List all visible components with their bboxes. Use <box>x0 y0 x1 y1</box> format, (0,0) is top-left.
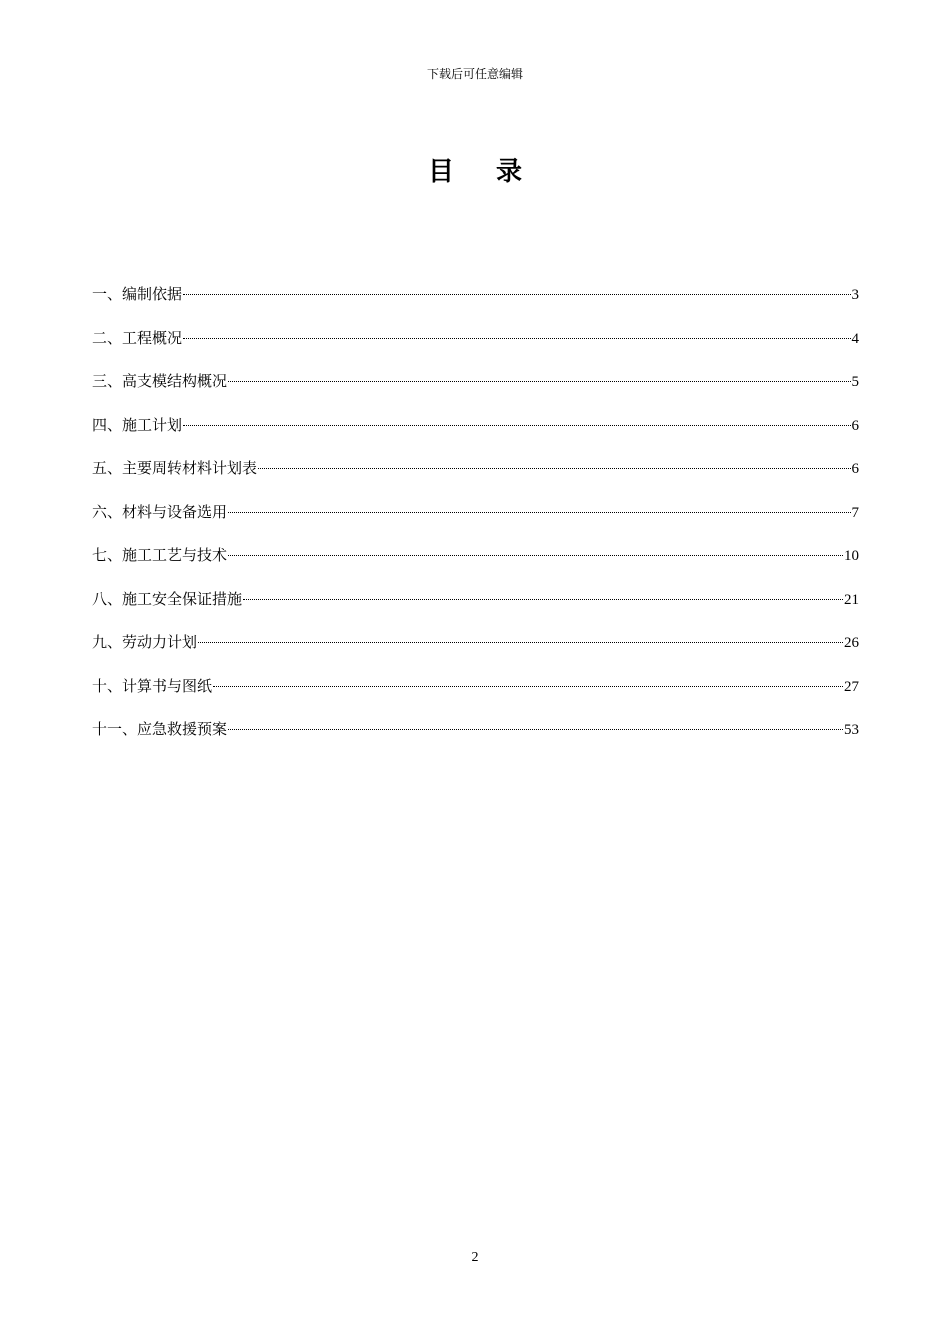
toc-entry-label: 七、施工工艺与技术 <box>92 546 228 564</box>
toc-entry-label: 十、计算书与图纸 <box>92 676 213 695</box>
toc-entry[interactable] <box>92 412 859 456</box>
toc-entry[interactable] <box>92 325 859 369</box>
toc-entry[interactable] <box>92 586 859 630</box>
toc-entry[interactable] <box>92 716 859 760</box>
toc-entry-page: 6 <box>851 461 859 477</box>
header-note: 下载后可任意编辑 <box>426 67 523 81</box>
toc-entry-label: 三、高支模结构概况 <box>92 372 228 390</box>
toc-entry-label: 六、材料与设备选用 <box>92 502 228 521</box>
toc-dot-leader <box>243 599 843 600</box>
toc-entry-page: 53 <box>844 722 859 738</box>
toc-entry-page: 27 <box>844 678 859 695</box>
toc-entry-page: 7 <box>851 504 859 521</box>
toc-dot-leader <box>183 338 850 339</box>
toc-entry[interactable] <box>92 455 859 499</box>
toc-dot-leader <box>183 294 850 295</box>
toc-entry-label: 四、施工计划 <box>92 415 183 434</box>
toc-entry-page: 4 <box>851 330 859 347</box>
toc-entry-label: 一、编制依据 <box>92 285 183 303</box>
toc-dot-leader <box>183 425 850 426</box>
page-number: 2 <box>471 1250 479 1265</box>
toc-dot-leader <box>213 686 843 687</box>
toc-entry-label: 五、主要周转材料计划表 <box>92 459 258 477</box>
toc-title: 目录 <box>427 157 564 187</box>
toc-dot-leader <box>228 555 843 556</box>
toc-dot-leader <box>228 381 850 382</box>
toc-entry-page: 21 <box>844 591 859 608</box>
toc-dot-leader <box>228 512 850 513</box>
toc-entry-page: 3 <box>851 287 859 303</box>
toc-entry[interactable] <box>92 673 859 717</box>
toc-dot-leader <box>198 642 843 643</box>
toc-entry[interactable] <box>92 281 859 325</box>
toc-entry-page: 10 <box>844 548 859 564</box>
toc-entry-page: 26 <box>844 635 859 651</box>
toc-entry-page: 5 <box>851 374 859 390</box>
toc-entry-label: 八、施工安全保证措施 <box>92 589 243 608</box>
toc-entry[interactable] <box>92 368 859 412</box>
toc-entry-label: 二、工程概况 <box>92 328 183 347</box>
toc-entry[interactable] <box>92 629 859 673</box>
toc-entry-label: 九、劳动力计划 <box>92 633 198 651</box>
toc-dot-leader <box>258 468 850 469</box>
toc-list <box>92 281 859 760</box>
toc-entry[interactable] <box>92 542 859 586</box>
toc-entry-label: 十一、应急救援预案 <box>92 720 228 738</box>
toc-entry[interactable] <box>92 499 859 543</box>
toc-dot-leader <box>228 729 843 730</box>
toc-entry-page: 6 <box>851 417 859 434</box>
